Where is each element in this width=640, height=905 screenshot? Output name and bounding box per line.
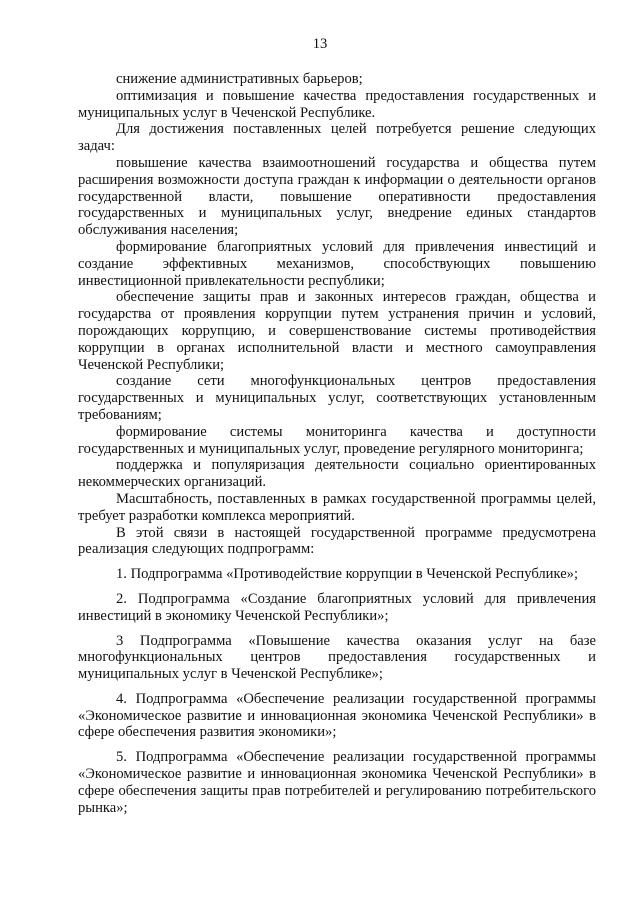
paragraph: Для достижения поставленных целей потребуется решение следующих задач: [78, 121, 596, 155]
paragraph: В этой связи в настоящей государственной программе предусмотрена реализация следующих подпрограмм: [78, 524, 596, 558]
subprogram-item: 3 Подпрограмма «Повышение качества оказания услуг на базе многофункциональных центров предоставления государственных и муниципальных услуг в Чеченской Республике»; [78, 632, 596, 683]
paragraph: создание сети многофункциональных центров предоставления государственных и муниципальных услуг, соответствующих установленным требованиям; [78, 373, 596, 423]
document-body [78, 71, 596, 816]
paragraph: повышение качества взаимоотношений государства и общества путем расширения возможности доступа граждан к информации о деятельности органов государственной власти, повышение оперативности предоставления государственных и муниципальных услуг, внедрение единых стандартов обслуживания населения; [78, 154, 596, 239]
paragraph: формирование благоприятных условий для привлечения инвестиций и создание эффективных механизмов, способствующих повышению инвестиционной привлекательности республики; [78, 238, 596, 289]
paragraph: снижение административных барьеров; [116, 71, 363, 87]
paragraph: обеспечение защиты прав и законных интересов граждан, общества и государства от проявления коррупции путем устранения причин и условий, порождающих коррупцию, и совершенствование системы противодействия коррупции в органах исполнительной власти и местного самоуправления Чеченской Республики; [78, 289, 596, 373]
paragraph: поддержка и популяризация деятельности социально ориентированных некоммерческих организаций. [78, 457, 596, 491]
subprogram-item: 2. Подпрограмма «Создание благоприятных условий для привлечения инвестиций в экономику Чеченской Республики»; [78, 590, 596, 624]
subprogram-item: 4. Подпрограмма «Обеспечение реализации государственной программы «Экономическое развитие и инновационная экономика Чеченской Республики» в сфере обеспечения развития экономики»; [78, 690, 596, 741]
page-number: 13 [312, 36, 328, 52]
paragraph: оптимизация и повышение качества предоставления государственных и муниципальных услуг в Чеченской Республике. [78, 87, 596, 121]
subprogram-item: 1. Подпрограмма «Противодействие коррупции в Чеченской Республике»; [116, 566, 579, 583]
subprogram-item: 5. Подпрограмма «Обеспечение реализации государственной программы «Экономическое развитие и инновационная экономика Чеченской Республики» в сфере обеспечения защиты прав потребителей и регулированию потребительского рынка»; [78, 749, 596, 816]
paragraph: формирование системы мониторинга качества и доступности государственных и муниципальных услуг, проведение регулярного мониторинга; [78, 423, 596, 457]
paragraph: Масштабность, поставленных в рамках государственной программы целей, требует разработки комплекса мероприятий. [78, 490, 596, 524]
